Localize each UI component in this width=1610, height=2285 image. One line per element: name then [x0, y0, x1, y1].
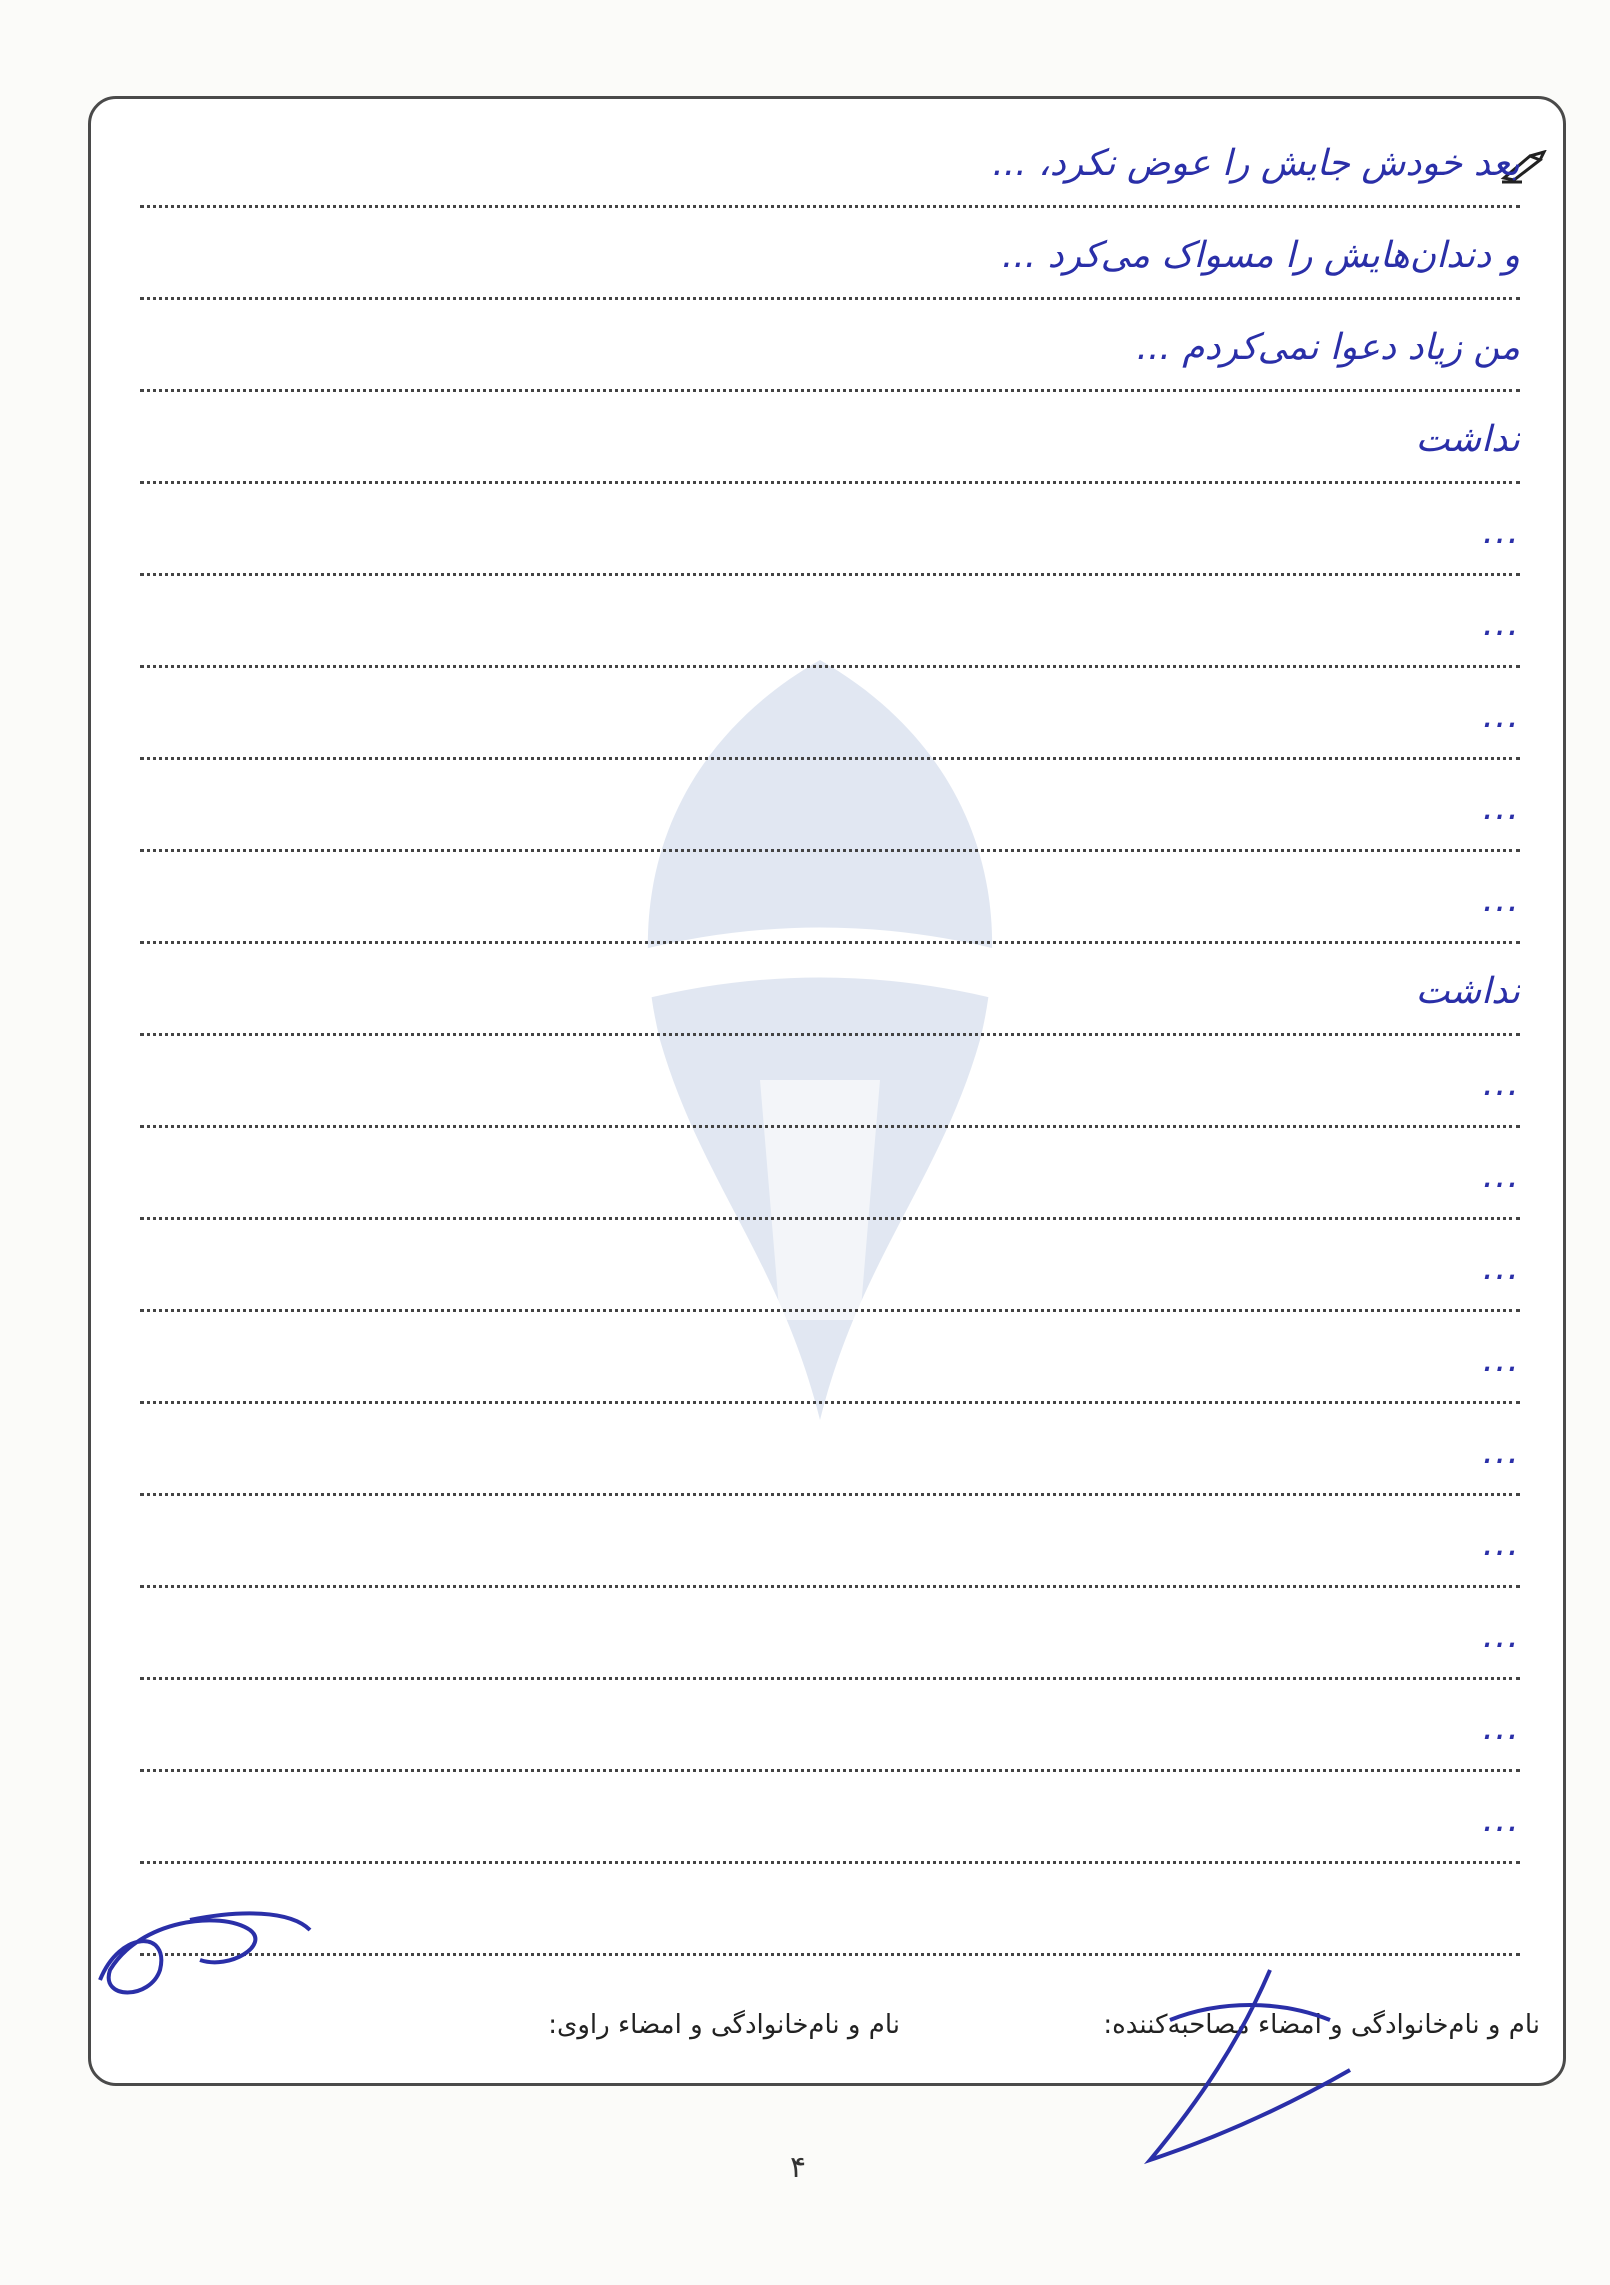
- ruled-line: [140, 1953, 1520, 1956]
- interviewer-signature: [1110, 1960, 1370, 2180]
- ruled-line: [140, 1309, 1520, 1312]
- handwritten-line: ...: [1482, 603, 1520, 644]
- handwritten-line: من زیاد دعوا نمی‌کردم ...: [1136, 327, 1520, 368]
- ruled-line: [140, 297, 1520, 300]
- handwritten-line: ...: [1482, 1799, 1520, 1840]
- handwritten-line: و دندان‌هایش را مسواک می‌کرد ...: [1001, 235, 1520, 276]
- ruled-line: [140, 1769, 1520, 1772]
- handwritten-line: ...: [1482, 511, 1520, 552]
- handwritten-line: نداشت: [1415, 971, 1520, 1012]
- narrator-label: نام و نام‌خانوادگی و امضاء راوی:: [548, 2010, 900, 2040]
- handwritten-line: ...: [1482, 1339, 1520, 1380]
- handwritten-line: ...: [1482, 1523, 1520, 1564]
- ruled-line: [140, 941, 1520, 944]
- writing-lines: [140, 0, 1520, 2285]
- ruled-line: [140, 665, 1520, 668]
- handwritten-line: ...: [1482, 787, 1520, 828]
- handwritten-line: ...: [1482, 1431, 1520, 1472]
- ruled-line: [140, 389, 1520, 392]
- handwritten-line: ...: [1482, 1155, 1520, 1196]
- narrator-signature: [80, 1890, 320, 2020]
- page-number: ۴: [790, 2150, 807, 2185]
- ruled-line: [140, 1401, 1520, 1404]
- ruled-line: [140, 849, 1520, 852]
- ruled-line: [140, 1217, 1520, 1220]
- ruled-line: [140, 1033, 1520, 1036]
- ruled-line: [140, 757, 1520, 760]
- ruled-line: [140, 1493, 1520, 1496]
- ruled-line: [140, 481, 1520, 484]
- handwritten-line: ...: [1482, 879, 1520, 920]
- interviewer-label: نام و نام‌خانوادگی و امضاء مصاحبه‌کننده:: [1103, 2010, 1540, 2040]
- handwritten-line: نداشت: [1415, 419, 1520, 460]
- ruled-line: [140, 573, 1520, 576]
- ruled-line: [140, 205, 1520, 208]
- handwritten-line: بعد خودش جایش را عوض نکرد، ...: [992, 143, 1520, 184]
- handwritten-line: ...: [1482, 1707, 1520, 1748]
- handwritten-line: ...: [1482, 695, 1520, 736]
- ruled-line: [140, 1125, 1520, 1128]
- handwritten-line: ...: [1482, 1063, 1520, 1104]
- ruled-line: [140, 1677, 1520, 1680]
- handwritten-line: ...: [1482, 1615, 1520, 1656]
- ruled-line: [140, 1585, 1520, 1588]
- ruled-line: [140, 1861, 1520, 1864]
- handwritten-line: ...: [1482, 1247, 1520, 1288]
